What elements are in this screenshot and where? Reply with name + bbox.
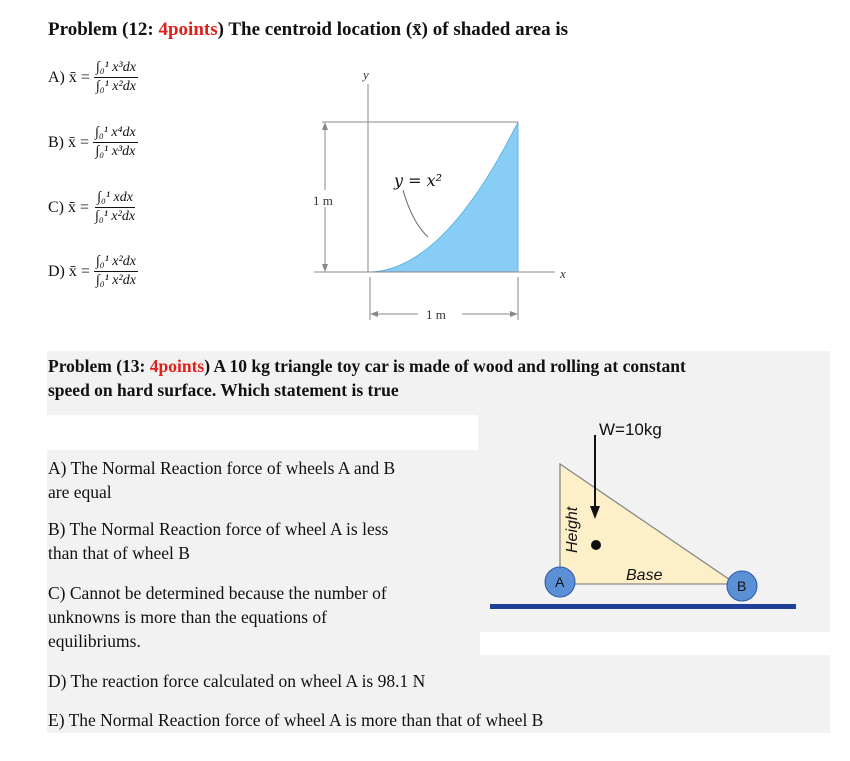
wheel-b-label: B — [737, 578, 747, 594]
answer-a: A) The Normal Reaction force of wheels A and B are equal — [48, 458, 396, 502]
problem-13-title: Problem (13: 4points) A 10 kg triangle toy car is made of wood and rolling at constant speed on hard surface. Which statement is true — [48, 356, 686, 400]
arrowhead-up — [322, 122, 328, 130]
numerator: ∫₀¹ x⁴dx — [93, 125, 138, 143]
height-label: Height — [564, 506, 581, 553]
answer-c: C) Cannot be determined because the number of unknowns is more than the equations of equilibriums. — [48, 583, 387, 651]
curve-leader — [403, 190, 428, 237]
answer-d: D) The reaction force calculated on wheel A is 98.1 N — [48, 671, 426, 691]
option-label: C) x̄ = — [48, 198, 90, 216]
y-axis-label: y — [363, 67, 369, 82]
fraction — [93, 125, 138, 160]
numerator: ∫₀¹ x³dx — [94, 60, 138, 78]
toy-car-figure — [478, 415, 830, 632]
problem-13-points: 4points — [149, 356, 205, 376]
option-c — [48, 190, 137, 225]
shaded-area — [368, 122, 518, 272]
option-b — [48, 125, 138, 160]
x-axis-label: x — [560, 266, 566, 281]
fraction — [93, 190, 137, 225]
option-label: B) x̄ = — [48, 133, 90, 151]
ground-surface — [490, 604, 796, 609]
base-label: Base — [626, 567, 663, 584]
arrowhead-right — [510, 311, 518, 317]
weight-label: W=10kg — [599, 420, 662, 439]
numerator: ∫₀¹ xdx — [95, 190, 135, 208]
denominator: ∫₀¹ x²dx — [95, 273, 136, 288]
option-a — [48, 60, 138, 95]
height-dim-label: 1 m — [313, 193, 333, 208]
denominator: ∫₀¹ x²dx — [95, 79, 136, 94]
denominator: ∫₀¹ x²dx — [95, 209, 136, 224]
problem-12-title: Problem (12: 4points) The centroid location (x̄) of shaded area is — [48, 19, 569, 40]
fraction — [94, 254, 138, 289]
center-of-mass-dot — [591, 540, 601, 550]
curve-label: y = x² — [394, 171, 443, 190]
arrowhead-left — [370, 311, 378, 317]
wheel-a-label: A — [555, 574, 565, 590]
option-label: A) x̄ = — [48, 68, 90, 86]
option-d — [48, 254, 138, 289]
problem-12-points: 4points — [158, 19, 218, 40]
answer-b: B) The Normal Reaction force of wheel A is less than that of wheel B — [48, 519, 389, 563]
centroid-figure — [300, 62, 590, 330]
option-label: D) x̄ = — [48, 262, 90, 280]
denominator: ∫₀¹ x³dx — [95, 144, 136, 159]
numerator: ∫₀¹ x²dx — [94, 254, 138, 272]
toy-car-triangle — [560, 464, 736, 584]
fraction — [94, 60, 138, 95]
answer-e: E) The Normal Reaction force of wheel A is more than that of wheel B — [48, 710, 544, 730]
width-dim-label: 1 m — [426, 307, 446, 322]
arrowhead-down — [322, 264, 328, 272]
